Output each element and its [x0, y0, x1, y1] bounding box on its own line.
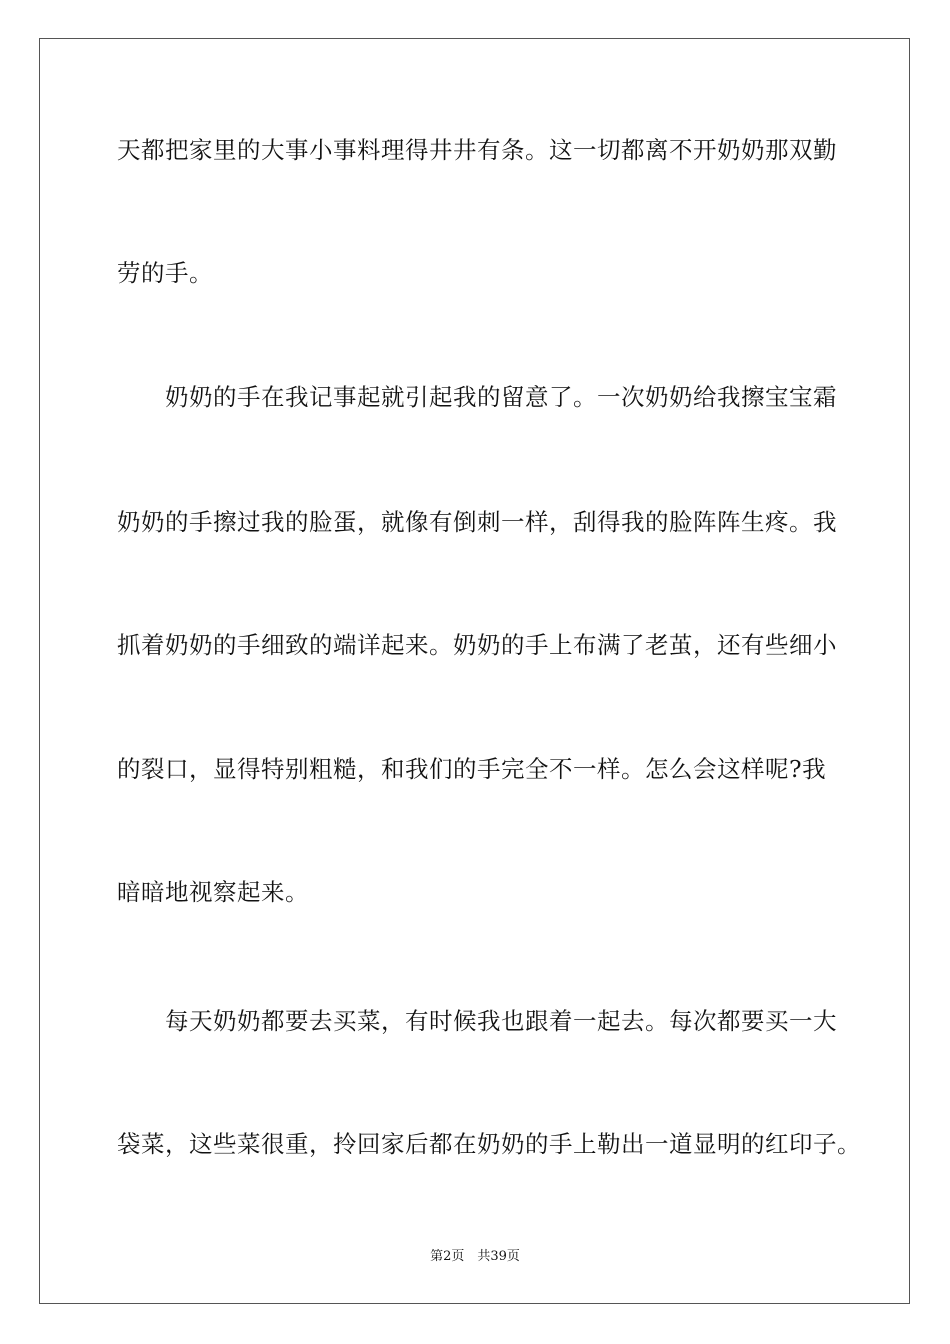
paragraph-line-9: 袋菜，这些菜很重，拎回家后都在奶奶的手上勒出一道显明的红印子。 — [117, 1130, 861, 1158]
paragraph-line-6: 的裂口，显得特别粗糙，和我们的手完全不一样。怎么会这样呢?我 — [117, 755, 827, 783]
page-border — [39, 38, 910, 1304]
paragraph-line-8: 每天奶奶都要去买菜，有时候我也跟着一起去。每次都要买一大 — [117, 1007, 837, 1035]
page-number-footer: 第2页 共39页 — [430, 1249, 520, 1264]
paragraph-line-1: 天都把家里的大事小事料理得井井有条。这一切都离不开奶奶那双勤 — [117, 136, 837, 164]
paragraph-line-2: 劳的手。 — [117, 259, 213, 287]
paragraph-line-5: 抓着奶奶的手细致的端详起来。奶奶的手上布满了老茧，还有些细小 — [117, 631, 837, 659]
paragraph-line-3: 奶奶的手在我记事起就引起我的留意了。一次奶奶给我擦宝宝霜 — [117, 383, 837, 411]
paragraph-line-4: 奶奶的手擦过我的脸蛋，就像有倒刺一样，刮得我的脸阵阵生疼。我 — [117, 508, 837, 536]
paragraph-line-7: 暗暗地视察起来。 — [117, 878, 309, 906]
